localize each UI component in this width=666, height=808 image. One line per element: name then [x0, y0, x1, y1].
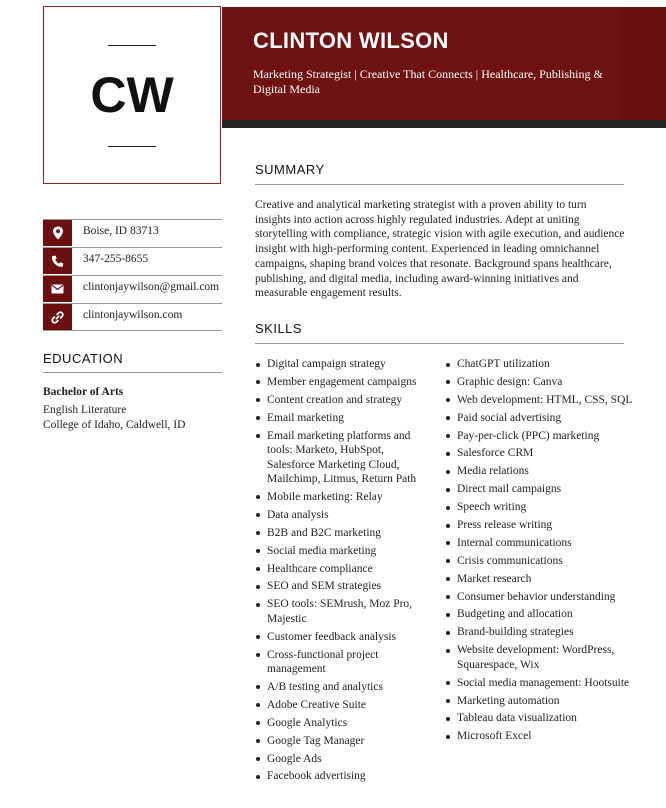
skill-item: Speech writing: [445, 500, 633, 515]
skill-item: Facebook advertising: [255, 769, 431, 784]
monogram-box: [43, 6, 221, 184]
skill-item: Google Analytics: [255, 716, 431, 731]
contact-phone-text: 347-255-8655: [83, 253, 149, 265]
skill-item: Google Tag Manager: [255, 734, 431, 749]
education-heading: EDUCATION: [43, 351, 124, 366]
skill-item: Graphic design: Canva: [445, 375, 633, 390]
monogram-bottom-rule: [108, 146, 156, 147]
monogram-initials: CW: [90, 67, 174, 123]
skill-item: Data analysis: [255, 508, 431, 523]
contact-location-text: Boise, ID 83713: [83, 225, 159, 237]
contact-location: [43, 219, 222, 246]
skill-item: Budgeting and allocation: [445, 607, 633, 622]
skill-item: B2B and B2C marketing: [255, 526, 431, 541]
skill-item: SEO tools: SEMrush, Moz Pro, Majestic: [255, 597, 431, 626]
skill-item: Direct mail campaigns: [445, 482, 633, 497]
skill-item: Social media management: Hootsuite: [445, 676, 633, 691]
skill-item: Brand-building strategies: [445, 625, 633, 640]
contact-phone: [43, 247, 222, 274]
envelope-icon: [43, 276, 72, 302]
contact-website-text[interactable]: clintonjaywilson.com: [83, 309, 183, 321]
skill-item: Market research: [445, 572, 633, 587]
contact-email: [43, 275, 222, 302]
skill-item: Paid social advertising: [445, 411, 633, 426]
education-rule: [43, 372, 222, 373]
skill-item: Crisis communications: [445, 554, 633, 569]
monogram-top-rule: [108, 45, 156, 46]
skill-item: Website development: WordPress, Squarespace, Wix: [445, 643, 633, 672]
skill-item: Customer feedback analysis: [255, 630, 431, 645]
summary-rule: [255, 184, 624, 185]
education-major: English Literature: [43, 404, 127, 416]
candidate-tagline: Marketing Strategist | Creative That Connects | Healthcare, Publishing & Digital Media: [253, 67, 603, 96]
skill-item: Press release writing: [445, 518, 633, 533]
skill-item: Social media marketing: [255, 544, 431, 559]
skill-item: Mobile marketing: Relay: [255, 490, 431, 505]
location-pin-icon: [43, 220, 72, 246]
summary-heading: SUMMARY: [255, 162, 325, 177]
education-school: College of Idaho, Caldwell, ID: [43, 419, 186, 431]
skill-item: Content creation and strategy: [255, 393, 431, 408]
skill-item: Digital campaign strategy: [255, 357, 431, 372]
skill-item: Media relations: [445, 464, 633, 479]
contact-list: [43, 219, 222, 332]
skill-item: Google Ads: [255, 752, 431, 767]
skills-list-column-2: [445, 357, 633, 747]
contact-website: [43, 303, 222, 331]
skill-item: Email marketing platforms and tools: Marketo, HubSpot, Salesforce Marketing Cloud, Mailchimp, Litmus, Return Path: [255, 429, 431, 487]
skill-item: Web development: HTML, CSS, SQL: [445, 393, 633, 408]
contact-email-text[interactable]: clintonjaywilson@gmail.com: [83, 281, 220, 293]
education-degree: Bachelor of Arts: [43, 386, 124, 398]
skill-item: ChatGPT utilization: [445, 357, 633, 372]
candidate-name: CLINTON WILSON: [253, 28, 449, 53]
skill-item: Microsoft Excel: [445, 729, 633, 744]
skill-item: Healthcare compliance: [255, 562, 431, 577]
skill-item: Salesforce CRM: [445, 446, 633, 461]
skill-item: Consumer behavior understanding: [445, 590, 633, 605]
skill-item: Adobe Creative Suite: [255, 698, 431, 713]
skill-item: Email marketing: [255, 411, 431, 426]
skill-item: SEO and SEM strategies: [255, 579, 431, 594]
skill-item: Member engagement campaigns: [255, 375, 431, 390]
phone-icon: [43, 248, 72, 274]
skill-item: Marketing automation: [445, 694, 633, 709]
skill-item: Cross-functional project management: [255, 648, 431, 677]
header-band-bottom-strip: [222, 120, 666, 128]
skills-heading: SKILLS: [255, 321, 303, 336]
skill-item: A/B testing and analytics: [255, 680, 431, 695]
skill-item: Pay-per-click (PPC) marketing: [445, 429, 633, 444]
skills-list-column-1: [255, 357, 431, 787]
summary-text: Creative and analytical marketing strategist with a proven ability to turn insights into action across highly regulated industries. Adept at uniting storytelling with compliance, strategic vision with agile execution, and audience insight with high-performing content. Experienced in leading omnichannel campaigns, shaping brand voices that resonate. Background spans healthcare, publishing, and digital media, including award-winning initiatives and measurable engagement results.: [255, 199, 625, 300]
skill-item: Tableau data visualization: [445, 711, 633, 726]
header-band-stripe: [222, 7, 622, 120]
link-icon: [43, 304, 72, 330]
skill-item: Internal communications: [445, 536, 633, 551]
skills-rule: [255, 343, 624, 344]
